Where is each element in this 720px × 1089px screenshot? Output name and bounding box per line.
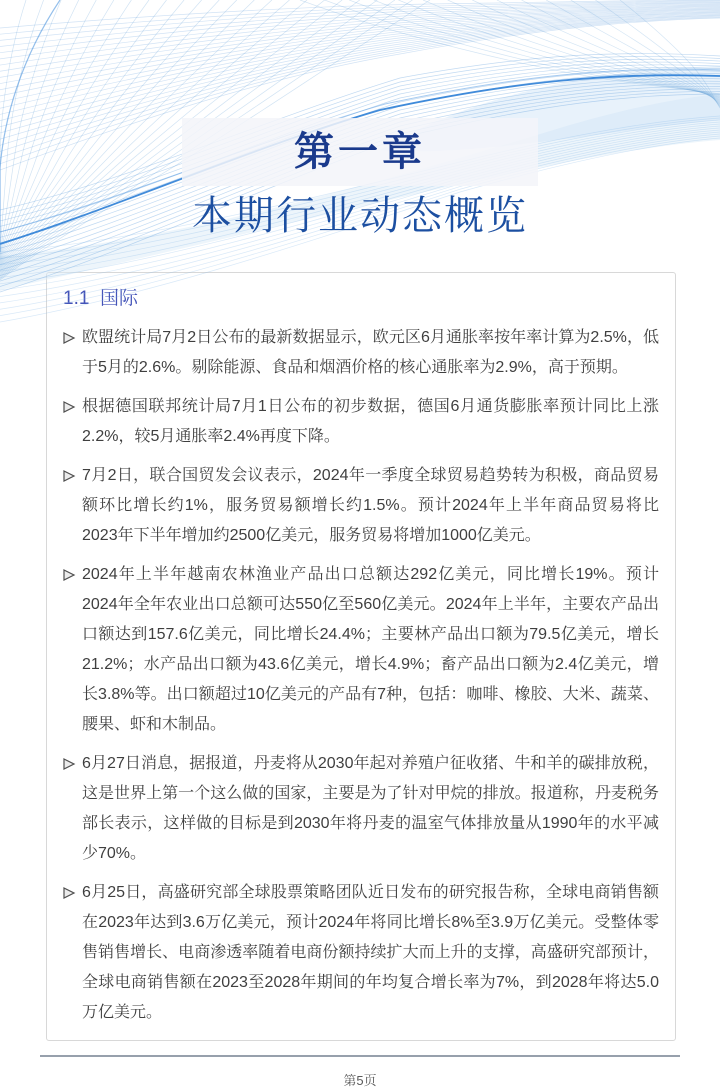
list-item [63, 878, 659, 1028]
chapter-title [0, 118, 720, 186]
arrow-bullet-icon [63, 401, 75, 413]
list-item [63, 392, 659, 452]
list-item [63, 323, 659, 383]
page-header [0, 0, 720, 256]
arrow-bullet-icon [63, 758, 75, 770]
list-item [63, 560, 659, 740]
bullet-text: 7月2日，联合国贸发会议表示，2024年一季度全球贸易趋势转为积极，商品贸易额环比增长约1%，服务贸易额增长约1.5%。预计2024年上半年商品贸易将比2023年下半年增加约2500亿美元，服务贸易将增加1000亿美元。 [82, 467, 659, 544]
page-number: 第5页 [343, 1073, 377, 1088]
section-heading: 1.1 国际 [63, 288, 138, 309]
arrow-bullet-icon [63, 569, 75, 581]
bullet-text: 根据德国联邦统计局7月1日公布的初步数据，德国6月通货膨胀率预计同比上涨2.2%，较5月通胀率2.4%再度下降。 [82, 398, 659, 445]
bullet-text: 6月27日消息，据报道，丹麦将从2030年起对养殖户征收猪、牛和羊的碳排放税，这是世界上第一个这么做的国家，主要是为了针对甲烷的排放。报道称，丹麦税务部长表示，这样做的目标是到2030年将丹麦的温室气体排放量从1990年的水平减少70%。 [82, 755, 659, 862]
bullet-text: 欧盟统计局7月2日公布的最新数据显示，欧元区6月通胀率按年率计算为2.5%，低于5月的2.6%。剔除能源、食品和烟酒价格的核心通胀率为2.9%，高于预期。 [82, 329, 659, 376]
arrow-bullet-icon [63, 470, 75, 482]
arrow-bullet-icon [63, 887, 75, 899]
chapter-title-text: 第一章 [182, 118, 538, 186]
list-item [63, 461, 659, 551]
content-panel [46, 272, 676, 1041]
bullet-text: 2024年上半年越南农林渔业产品出口总额达292亿美元，同比增长19%。预计2024年全年农业出口总额可达550亿至560亿美元。2024年上半年，主要农产品出口额达到157.6亿美元，同比增长24.4%；主要林产品出口额为79.5亿美元，增长21.2%；水产品出口额为43.6亿美元，增长4.9%；畜产品出口额为2.4亿美元，增长3.8%等。出口额超过10亿美元的产品有7种，包括：咖啡、橡胶、大米、蔬菜、腰果、虾和木制品。 [82, 566, 659, 733]
bullet-text: 6月25日，高盛研究部全球股票策略团队近日发布的研究报告称，全球电商销售额在2023年达到3.6万亿美元，预计2024年将同比增长8%至3.9万亿美元。受整体零售销售增长、电商渗透率随着电商份额持续扩大而上升的支撑，高盛研究部预计，全球电商销售额在2023至2028年期间的年均复合增长率为7%，到2028年将达5.0万亿美元。 [82, 884, 659, 1021]
chapter-subtitle: 本期行业动态概览 [192, 194, 528, 238]
footer-divider [40, 1055, 680, 1057]
list-item [63, 749, 659, 869]
arrow-bullet-icon [63, 332, 75, 344]
